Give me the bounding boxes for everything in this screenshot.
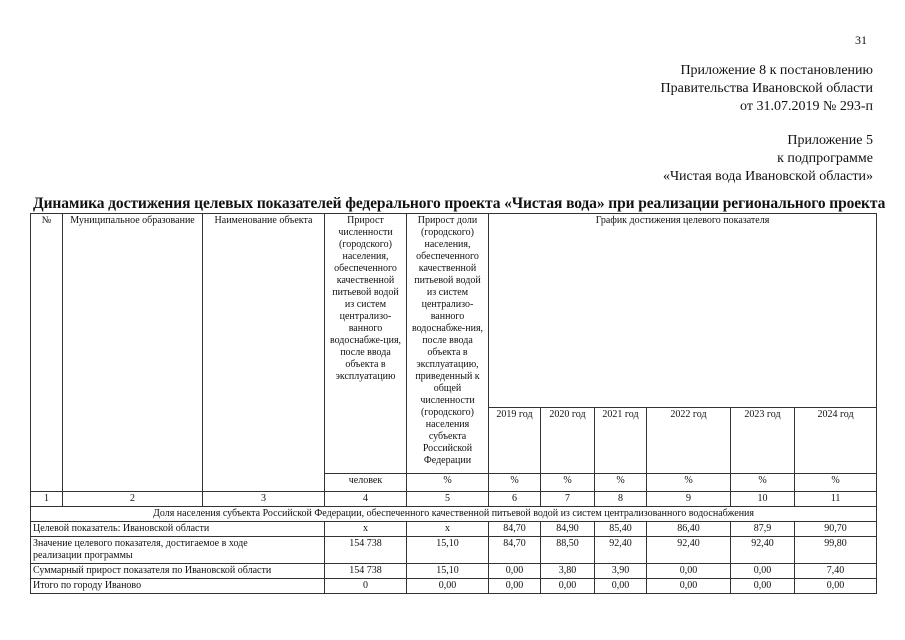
header-object: Наименование объекта — [203, 214, 325, 492]
header-municipality: Муниципальное образование — [63, 214, 203, 492]
appendix-5-line3: «Чистая вода Ивановской области» — [662, 169, 873, 184]
section-title: Доля населения субъекта Российской Федерации, обеспеченного качественной питьевой водой из систем централизованного водоснабжения — [31, 507, 877, 522]
col-number: 2 — [63, 492, 203, 507]
cell: 0,00 — [795, 579, 877, 594]
col-number: 8 — [595, 492, 647, 507]
appendix-8-block — [661, 62, 873, 116]
appendix-8-line1: Приложение 8 к постановлению — [680, 63, 873, 78]
header-year: 2022 год — [647, 408, 731, 474]
table-row — [31, 537, 877, 564]
col-number: 4 — [325, 492, 407, 507]
cell: х — [407, 522, 489, 537]
col-number: 6 — [489, 492, 541, 507]
cell: 0,00 — [407, 579, 489, 594]
cell: 84,70 — [489, 537, 541, 564]
cell: 88,50 — [541, 537, 595, 564]
cell: 87,9 — [731, 522, 795, 537]
cell: 0,00 — [541, 579, 595, 594]
cell: 0,00 — [489, 564, 541, 579]
cell: 15,10 — [407, 537, 489, 564]
page-number: 31 — [855, 33, 867, 47]
document-title: Динамика достижения целевых показателей федерального проекта «Чистая вода» при реализации регионального проекта — [33, 195, 886, 212]
appendix-5-line2: к подпрограмме — [777, 151, 873, 166]
col-number: 10 — [731, 492, 795, 507]
cell: х — [325, 522, 407, 537]
unit-pct: % — [595, 474, 647, 492]
col-number: 9 — [647, 492, 731, 507]
header-row-1 — [31, 214, 877, 408]
cell: 85,40 — [595, 522, 647, 537]
cell: 154 738 — [325, 537, 407, 564]
col-number: 11 — [795, 492, 877, 507]
header-year: 2021 год — [595, 408, 647, 474]
appendix-5-block — [663, 132, 873, 186]
cell: 0,00 — [489, 579, 541, 594]
cell: 92,40 — [595, 537, 647, 564]
cell: 92,40 — [731, 537, 795, 564]
cell: 0,00 — [647, 579, 731, 594]
col-number: 1 — [31, 492, 63, 507]
cell: 0,00 — [647, 564, 731, 579]
table-row — [31, 564, 877, 579]
unit-pct: % — [731, 474, 795, 492]
cell: 90,70 — [795, 522, 877, 537]
cell: 0,00 — [595, 579, 647, 594]
row-label: Суммарный прирост показателя по Ивановской области — [31, 564, 325, 579]
header-year: 2023 год — [731, 408, 795, 474]
section-row — [31, 507, 877, 522]
table-row — [31, 579, 877, 594]
cell: 0 — [325, 579, 407, 594]
table-row — [31, 522, 877, 537]
header-num: № — [31, 214, 63, 492]
unit-pct: % — [541, 474, 595, 492]
unit-pct: % — [647, 474, 731, 492]
cell: 99,80 — [795, 537, 877, 564]
indicators-table — [30, 213, 877, 594]
header-year: 2020 год — [541, 408, 595, 474]
appendix-5-line1: Приложение 5 — [787, 133, 873, 148]
row-label: Итого по городу Иваново — [31, 579, 325, 594]
cell: 86,40 — [647, 522, 731, 537]
row-label: Целевой показатель: Ивановской области — [31, 522, 325, 537]
unit-people: человек — [325, 474, 407, 492]
cell: 154 738 — [325, 564, 407, 579]
header-schedule: График достижения целевого показателя — [489, 214, 877, 408]
col-number: 5 — [407, 492, 489, 507]
header-growth-pop: Прирост численности (городского) населения, обеспеченного качественной питьевой водой из систем централизо-ванного водоснабже-ция, после ввода объекта в эксплуатацию — [325, 214, 407, 474]
unit-pct: % — [795, 474, 877, 492]
cell: 84,90 — [541, 522, 595, 537]
appendix-8-line2: Правительства Ивановской области — [660, 81, 873, 96]
cell: 7,40 — [795, 564, 877, 579]
header-year: 2024 год — [795, 408, 877, 474]
column-numbers-row — [31, 492, 877, 507]
cell: 0,00 — [731, 579, 795, 594]
col-number: 7 — [541, 492, 595, 507]
header-growth-share: Прирост доли (городского) населения, обеспеченного качественной питьевой водой из систем централизо-ванного водоснабже-ния, после ввода объекта в эксплуатацию, приведенный к общей численности (городского) населения субъекта Российской Федерации — [407, 214, 489, 474]
cell: 15,10 — [407, 564, 489, 579]
cell: 0,00 — [731, 564, 795, 579]
cell: 3,80 — [541, 564, 595, 579]
cell: 3,90 — [595, 564, 647, 579]
row-label — [31, 537, 325, 564]
col-number: 3 — [203, 492, 325, 507]
cell: 84,70 — [489, 522, 541, 537]
cell: 92,40 — [647, 537, 731, 564]
unit-pct: % — [489, 474, 541, 492]
row-label-text: Значение целевого показателя, достигаемое в ходе реализации программы — [33, 538, 248, 561]
appendix-8-line3: от 31.07.2019 № 293-п — [740, 99, 873, 114]
unit-pct: % — [407, 474, 489, 492]
header-year: 2019 год — [489, 408, 541, 474]
